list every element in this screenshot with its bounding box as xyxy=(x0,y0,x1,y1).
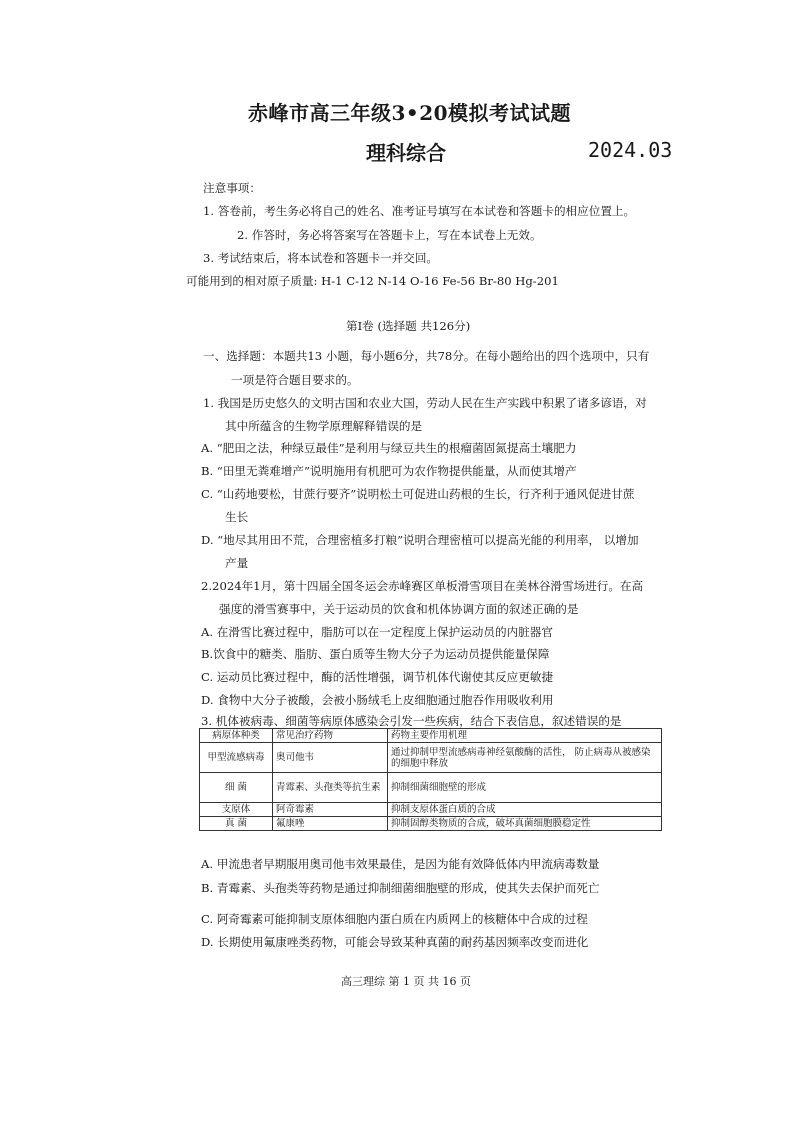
q1-option-c: C. “山药地要松，甘蔗行要齐”说明松土可促进山药根的生长，行齐利于通风促进甘蔗 xyxy=(201,487,635,501)
table-cell: 氟康唑 xyxy=(273,817,388,831)
exam-title: 赤峰市高三年级3•20模拟考试试题 xyxy=(248,101,572,125)
q1-option-c-cont: 生长 xyxy=(225,510,249,524)
notice-item-1: 1. 答卷前，考生务必将自己的姓名、准考证号填写在本试卷和答题卡的相应位置上。 xyxy=(203,204,636,218)
table-row xyxy=(200,743,662,773)
drug-table xyxy=(199,728,662,831)
notice-heading: 注意事项： xyxy=(203,181,261,195)
table-cell: 抑制支原体蛋白质的合成 xyxy=(388,803,662,817)
section-intro-line2: 一项是符合题目要求的。 xyxy=(231,373,359,387)
table-row xyxy=(200,817,662,831)
table-cell: 甲型流感病毒 xyxy=(200,743,273,773)
q2-option-d: D. 食物中大分子被酸，会被小肠绒毛上皮细胞通过胞吞作用吸收利用 xyxy=(201,693,554,707)
q2-option-c: C. 运动员比赛过程中，酶的活性增强，调节机体代谢使其反应更敏捷 xyxy=(201,670,554,684)
q1-option-d-cont: 产量 xyxy=(225,556,249,570)
q3-option-c: C. 阿奇霉素可能抑制支原体细胞内蛋白质在内质网上的核糖体中合成的过程 xyxy=(201,912,588,926)
subject-title: 理科综合 xyxy=(366,141,446,165)
q3-option-b: B. 青霉素、头孢类等药物是通过抑制细菌细胞壁的形成，使其失去保护而死亡 xyxy=(201,881,600,895)
q1-stem-line1: 1. 我国是历史悠久的文明古国和农业大国，劳动人民在生产实践中积累了诸多谚语，对 xyxy=(203,396,647,410)
notice-item-3: 3. 考试结束后，将本试卷和答题卡一并交回。 xyxy=(203,251,439,265)
q2-stem-line1: 2.2024年1月，第十四届全国冬运会赤峰赛区单板滑雪项目在美林谷滑雪场进行。在高 xyxy=(201,579,644,593)
q3-option-a: A. 甲流患者早期服用奥司他韦效果最佳，是因为能有效降低体内甲流病毒数量 xyxy=(201,857,600,871)
table-row xyxy=(200,773,662,803)
table-cell: 通过抑制甲型流感病毒神经氨酸酶的活性， 防止病毒从被感染的细胞中释放 xyxy=(388,743,662,773)
table-cell: 抑制细菌细胞壁的形成 xyxy=(388,773,662,803)
table-cell: 阿奇霉素 xyxy=(273,803,388,817)
q2-option-a: A. 在滑雪比赛过程中，脂肪可以在一定程度上保护运动员的内脏器官 xyxy=(201,625,553,639)
q1-option-a: A. “肥田之法，种绿豆最佳”是利用与绿豆共生的根瘤菌固氮提高土壤肥力 xyxy=(201,441,577,455)
table-header-cell: 常见治疗药物 xyxy=(273,729,388,743)
notice-item-2: 2. 作答时，务必将答案写在答题卡上，写在本试卷上无效。 xyxy=(237,228,542,242)
table-header-row xyxy=(200,729,662,743)
q1-option-d: D. “地尽其用田不荒，合理密植多打粮”说明合理密植可以提高光能的利用率， 以增加 xyxy=(201,533,639,547)
exam-date: 2024.03 xyxy=(588,138,673,162)
q3-stem: 3. 机体被病毒、细菌等病原体感染会引发一些疾病，结合下表信息，叙述错误的是 xyxy=(201,714,622,728)
q1-stem-line2: 其中所蕴含的生物学原理解释错误的是 xyxy=(225,419,423,433)
table-row xyxy=(200,803,662,817)
atomic-mass-line: 可能用到的相对原子质量: H-1 C-12 N-14 O-16 Fe-56 Br-80 Hg-201 xyxy=(186,274,559,288)
q2-stem-line2: 强度的滑雪赛事中，关于运动员的饮食和机体协调方面的叙述正确的是 xyxy=(219,602,579,616)
table-cell: 细 菌 xyxy=(200,773,273,803)
table-cell: 奥司他韦 xyxy=(273,743,388,773)
table-cell: 青霉素、头孢类等抗生素 xyxy=(273,773,388,803)
q1-option-b: B. “田里无粪难增产”说明施用有机肥可为农作物提供能量，从而使其增产 xyxy=(201,464,577,478)
table-cell: 真 菌 xyxy=(200,817,273,831)
q2-option-b: B.饮食中的糖类、脂肪、蛋白质等生物大分子为运动员提供能量保障 xyxy=(201,647,550,661)
section-title: 第Ⅰ卷 (选择题 共126分) xyxy=(346,319,471,333)
table-header-cell: 病原体种类 xyxy=(200,729,273,743)
table-cell: 抑制固醇类物质的合成，破坏真菌细胞膜稳定性 xyxy=(388,817,662,831)
table-header-cell: 药物主要作用机理 xyxy=(388,729,662,743)
page-footer: 高三理综 第 1 页 共 16 页 xyxy=(341,975,471,988)
q3-option-d: D. 长期使用氟康唑类药物，可能会导致某种真菌的耐药基因频率改变而进化 xyxy=(201,935,589,949)
section-intro-line1: 一、选择题：本题共13 小题，每小题6分，共78分。在每小题给出的四个选项中，只有 xyxy=(203,349,650,363)
table-cell: 支原体 xyxy=(200,803,273,817)
